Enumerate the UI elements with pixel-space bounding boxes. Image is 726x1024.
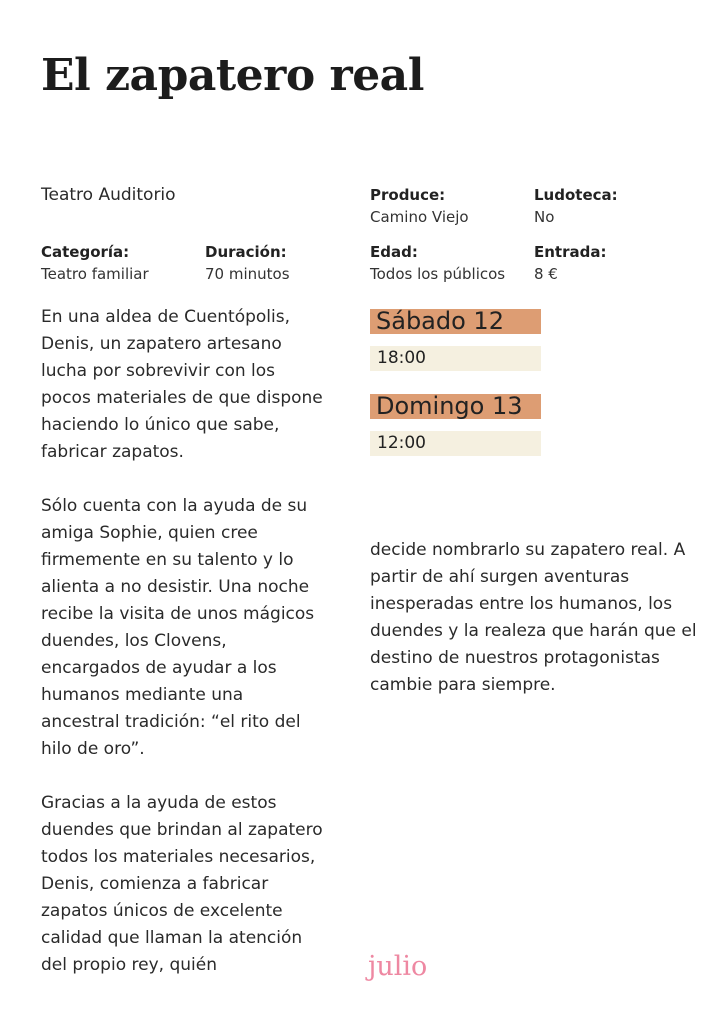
description-right-column (370, 537, 700, 699)
produce-value: Camino Viejo (370, 208, 469, 226)
venue-name: Teatro Auditorio (41, 185, 176, 205)
description-left-column (41, 304, 323, 979)
ludoteca-value: No (534, 208, 555, 226)
categoria-value: Teatro familiar (41, 265, 149, 283)
produce-field (370, 184, 469, 228)
description-paragraph-1: En una aldea de Cuentópolis, Denis, un zapatero artesano lucha por sobrevivir con los pocos materiales de que dispone haciendo lo único que sabe, fabricar zapatos. (41, 307, 323, 462)
description-paragraph-3: Gracias a la ayuda de estos duendes que brindan al zapatero todos los materiales necesarios, Denis, comienza a fabricar zapatos únicos de excelente calidad que llaman la atención del propio rey, quién (41, 793, 323, 975)
entrada-label: Entrada: (534, 243, 607, 261)
month-label: julio (368, 951, 428, 982)
entrada-value: 8 € (534, 265, 558, 283)
page-title: El zapatero real (41, 50, 424, 101)
duracion-field (205, 241, 290, 285)
ludoteca-field (534, 184, 618, 228)
edad-field (370, 241, 505, 285)
duracion-value: 70 minutos (205, 265, 290, 283)
schedule-day-2: Domingo 13 (370, 394, 541, 419)
edad-value: Todos los públicos (370, 265, 506, 283)
categoria-field (41, 241, 149, 285)
entrada-field (534, 241, 606, 285)
schedule-time-1: 18:00 (370, 346, 541, 371)
ludoteca-label: Ludoteca: (534, 186, 618, 204)
produce-label: Produce: (370, 186, 446, 204)
description-paragraph-4: decide nombrarlo su zapatero real. A partir de ahí surgen aventuras inesperadas entre los humanos, los duendes y la realeza que harán que el destino de nuestros protagonistas cambie para siempre. (370, 540, 697, 695)
schedule-time-2: 12:00 (370, 431, 541, 456)
categoria-label: Categoría: (41, 243, 130, 261)
edad-label: Edad: (370, 243, 418, 261)
schedule-day-1: Sábado 12 (370, 309, 541, 334)
description-paragraph-2: Sólo cuenta con la ayuda de su amiga Sophie, quien cree firmemente en su talento y lo alienta a no desistir. Una noche recibe la visita de unos mágicos duendes, los Clovens, encargados de ayudar a los humanos mediante una ancestral tradición: “el rito del hilo de oro”. (41, 496, 315, 759)
duracion-label: Duración: (205, 243, 287, 261)
